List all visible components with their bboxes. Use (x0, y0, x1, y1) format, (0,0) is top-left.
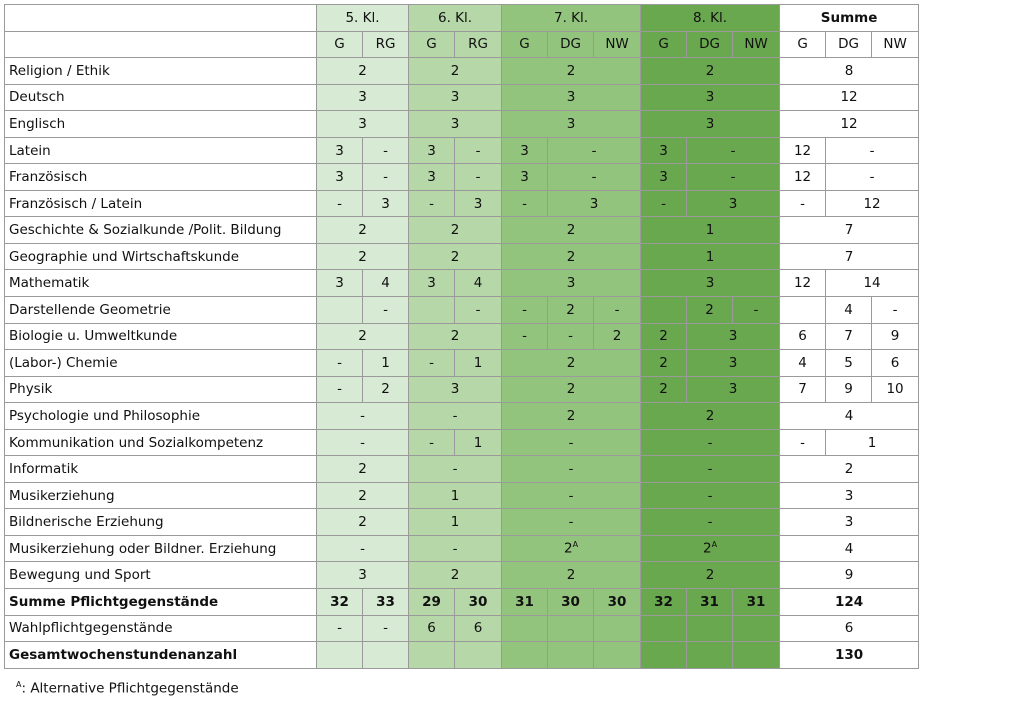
value-cell: - (641, 190, 687, 217)
timetable-body (5, 5, 919, 669)
value-cell: 2 (363, 376, 409, 403)
value-cell: 4 (780, 535, 919, 562)
value-cell: 32 (641, 589, 687, 616)
value-cell: 3 (687, 190, 780, 217)
value-cell: 3 (409, 137, 455, 164)
value-cell: - (409, 403, 502, 430)
value-cell: 12 (780, 111, 919, 138)
value-cell: 14 (826, 270, 919, 297)
value-cell: 2 (502, 58, 641, 85)
subject-cell: Biologie u. Umweltkunde (5, 323, 317, 350)
value-cell: - (317, 190, 363, 217)
value-cell: - (363, 615, 409, 642)
value-cell: 2 (687, 297, 733, 324)
subject-cell: Kommunikation und Sozialkompetenz (5, 429, 317, 456)
value-cell: 9 (780, 562, 919, 589)
value-cell: 6 (455, 615, 502, 642)
subject-cell: Englisch (5, 111, 317, 138)
table-row (5, 84, 919, 111)
value-cell (687, 615, 733, 642)
value-cell: 3 (687, 376, 780, 403)
value-cell: 3 (502, 164, 548, 191)
value-cell: 12 (780, 270, 826, 297)
value-cell: 12 (780, 164, 826, 191)
value-cell: 2 (317, 217, 409, 244)
value-cell: 130 (780, 642, 919, 669)
subject-cell: Psychologie und Philosophie (5, 403, 317, 430)
table-row (5, 270, 919, 297)
value-cell: 6 (409, 615, 455, 642)
table-row (5, 217, 919, 244)
value-cell: 1 (641, 243, 780, 270)
value-cell (502, 642, 548, 669)
value-cell: 12 (780, 137, 826, 164)
subject-cell: Darstellende Geometrie (5, 297, 317, 324)
table-row (5, 509, 919, 536)
value-cell: 3 (548, 190, 641, 217)
value-cell: 3 (317, 84, 409, 111)
value-cell: 2 (641, 403, 780, 430)
subject-cell: Französisch / Latein (5, 190, 317, 217)
value-cell: - (363, 297, 409, 324)
value-cell: - (780, 429, 826, 456)
value-cell (594, 615, 641, 642)
header-track: RG (455, 31, 502, 58)
header-track: NW (733, 31, 780, 58)
value-cell: 29 (409, 589, 455, 616)
header-track: G (409, 31, 455, 58)
value-cell: 3 (502, 84, 641, 111)
subject-cell: Religion / Ethik (5, 58, 317, 85)
table-row (5, 589, 919, 616)
header-corner (5, 5, 317, 32)
value-cell: 2 (409, 562, 502, 589)
value-cell (409, 297, 455, 324)
value-cell: 2 (317, 456, 409, 483)
value-cell: 3 (409, 111, 502, 138)
value-cell: 4 (780, 350, 826, 377)
value-cell: - (548, 164, 641, 191)
subject-cell: Musikerziehung (5, 482, 317, 509)
subject-cell: Geographie und Wirtschaftskunde (5, 243, 317, 270)
value-cell: 3 (317, 270, 363, 297)
value-cell: - (317, 403, 409, 430)
header-track: DG (826, 31, 872, 58)
subject-cell: Latein (5, 137, 317, 164)
header-track: DG (548, 31, 594, 58)
subject-cell: Bewegung und Sport (5, 562, 317, 589)
value-cell: 7 (780, 376, 826, 403)
value-cell: 2 (641, 58, 780, 85)
value-text: 2 (703, 540, 712, 557)
value-cell: - (317, 376, 363, 403)
value-cell: 3 (409, 84, 502, 111)
value-cell: - (826, 164, 919, 191)
value-cell: - (455, 164, 502, 191)
value-cell: - (455, 297, 502, 324)
value-cell: 3 (641, 270, 780, 297)
value-cell: 6 (872, 350, 919, 377)
value-cell: - (780, 190, 826, 217)
alternative-mark: A (572, 540, 579, 550)
table-row (5, 243, 919, 270)
value-cell: 3 (641, 111, 780, 138)
footnote-text: : Alternative Pflichtgegenstände (21, 680, 239, 697)
value-cell: - (641, 429, 780, 456)
value-cell: - (641, 456, 780, 483)
header-grade: Summe (780, 5, 919, 32)
value-cell: 2 (409, 243, 502, 270)
value-cell: 124 (780, 589, 919, 616)
value-cell: 3 (502, 270, 641, 297)
value-cell: 2 (317, 243, 409, 270)
value-cell: - (733, 297, 780, 324)
value-cell: 2 (317, 482, 409, 509)
value-cell: 6 (780, 615, 919, 642)
value-cell: 3 (317, 137, 363, 164)
value-cell: 1 (409, 509, 502, 536)
value-cell: 3 (641, 84, 780, 111)
value-cell (594, 642, 641, 669)
value-cell: 2 (502, 350, 641, 377)
subject-cell: Physik (5, 376, 317, 403)
header-track: NW (594, 31, 641, 58)
value-cell (409, 642, 455, 669)
value-cell: 4 (826, 297, 872, 324)
value-cell: - (502, 297, 548, 324)
value-cell: 3 (687, 350, 780, 377)
value-cell (780, 297, 826, 324)
value-cell: 2 (502, 562, 641, 589)
value-cell: - (502, 456, 641, 483)
alternative-mark: A (711, 540, 718, 550)
value-cell (687, 642, 733, 669)
header-row-grades (5, 5, 919, 32)
table-row (5, 429, 919, 456)
value-cell: 2 (317, 58, 409, 85)
subject-cell: Gesamtwochenstundenanzahl (5, 642, 317, 669)
value-cell: 31 (502, 589, 548, 616)
value-cell: 33 (363, 589, 409, 616)
subject-cell: Mathematik (5, 270, 317, 297)
value-cell: 2 (502, 403, 641, 430)
header-track: G (780, 31, 826, 58)
subject-cell: Musikerziehung oder Bildner. Erziehung (5, 535, 317, 562)
table-row (5, 190, 919, 217)
value-cell: 30 (455, 589, 502, 616)
value-cell: 3 (409, 376, 502, 403)
value-cell: 2 (641, 376, 687, 403)
table-row (5, 297, 919, 324)
table-row (5, 456, 919, 483)
value-cell: 7 (780, 243, 919, 270)
value-cell: - (502, 429, 641, 456)
value-cell (641, 535, 780, 562)
value-cell (641, 615, 687, 642)
header-track: RG (363, 31, 409, 58)
value-cell: - (548, 137, 641, 164)
value-cell (641, 297, 687, 324)
header-track: G (641, 31, 687, 58)
value-cell: - (548, 323, 594, 350)
value-cell: 1 (455, 350, 502, 377)
value-cell: 1 (641, 217, 780, 244)
subject-cell: Französisch (5, 164, 317, 191)
value-cell: 6 (780, 323, 826, 350)
value-cell: 2 (548, 297, 594, 324)
value-cell: 1 (826, 429, 919, 456)
value-cell: 8 (780, 58, 919, 85)
value-cell: - (363, 164, 409, 191)
value-cell: 32 (317, 589, 363, 616)
value-cell: - (409, 429, 455, 456)
value-cell: 1 (455, 429, 502, 456)
value-cell (733, 642, 780, 669)
value-cell: 2 (641, 562, 780, 589)
value-cell: 2 (502, 217, 641, 244)
table-row (5, 642, 919, 669)
header-track: G (502, 31, 548, 58)
value-cell: - (317, 350, 363, 377)
table-row (5, 323, 919, 350)
value-cell: 3 (455, 190, 502, 217)
value-cell: 3 (363, 190, 409, 217)
value-cell: - (363, 137, 409, 164)
header-track: NW (872, 31, 919, 58)
value-cell: 3 (641, 164, 687, 191)
table-row (5, 562, 919, 589)
table-row (5, 58, 919, 85)
value-cell: 2 (641, 350, 687, 377)
header-track: G (317, 31, 363, 58)
value-cell: - (409, 456, 502, 483)
value-text: 2 (564, 540, 573, 557)
subject-cell: (Labor-) Chemie (5, 350, 317, 377)
value-cell: 3 (687, 323, 780, 350)
value-cell: 31 (687, 589, 733, 616)
table-row (5, 482, 919, 509)
subject-cell: Bildnerische Erziehung (5, 509, 317, 536)
subject-cell: Deutsch (5, 84, 317, 111)
value-cell: 4 (363, 270, 409, 297)
value-cell: 2 (502, 376, 641, 403)
subject-cell: Geschichte & Sozialkunde /Polit. Bildung (5, 217, 317, 244)
table-row (5, 403, 919, 430)
value-cell: - (409, 190, 455, 217)
value-cell: 3 (317, 111, 409, 138)
value-cell (548, 615, 594, 642)
value-cell: 3 (317, 562, 409, 589)
value-cell: 2 (502, 243, 641, 270)
value-cell: 30 (594, 589, 641, 616)
header-grade: 6. Kl. (409, 5, 502, 32)
value-cell: - (317, 615, 363, 642)
value-cell: 10 (872, 376, 919, 403)
value-cell: 3 (780, 509, 919, 536)
header-grade: 8. Kl. (641, 5, 780, 32)
value-cell: 3 (502, 111, 641, 138)
value-cell: - (409, 350, 455, 377)
subject-cell: Informatik (5, 456, 317, 483)
table-row (5, 376, 919, 403)
value-cell: 2 (409, 217, 502, 244)
value-cell: 9 (826, 376, 872, 403)
value-cell: - (317, 429, 409, 456)
value-cell (733, 615, 780, 642)
subject-cell: Summe Pflichtgegenstände (5, 589, 317, 616)
value-cell (502, 615, 548, 642)
table-row (5, 111, 919, 138)
value-cell (317, 297, 363, 324)
value-cell: 1 (363, 350, 409, 377)
subject-cell: Wahlpflichtgegenstände (5, 615, 317, 642)
table-row (5, 164, 919, 191)
value-cell: 3 (641, 137, 687, 164)
value-cell: 5 (826, 350, 872, 377)
value-cell (317, 642, 363, 669)
value-cell: 3 (409, 164, 455, 191)
value-cell: 2 (594, 323, 641, 350)
table-row (5, 535, 919, 562)
value-cell: - (409, 535, 502, 562)
header-grade: 5. Kl. (317, 5, 409, 32)
header-track: DG (687, 31, 733, 58)
timetable (4, 4, 919, 669)
table-row (5, 350, 919, 377)
value-cell: - (594, 297, 641, 324)
value-cell: - (317, 535, 409, 562)
value-cell: - (687, 164, 780, 191)
table-row (5, 615, 919, 642)
value-cell: - (502, 190, 548, 217)
value-cell: 9 (872, 323, 919, 350)
value-cell: - (826, 137, 919, 164)
value-cell (363, 642, 409, 669)
value-cell: - (502, 323, 548, 350)
value-cell: 2 (409, 323, 502, 350)
value-cell: - (872, 297, 919, 324)
value-cell: 2 (641, 323, 687, 350)
value-cell: 2 (409, 58, 502, 85)
value-cell: 2 (317, 509, 409, 536)
value-cell (502, 535, 641, 562)
value-cell: - (641, 482, 780, 509)
header-corner-2 (5, 31, 317, 58)
value-cell (548, 642, 594, 669)
value-cell: - (455, 137, 502, 164)
value-cell: - (502, 509, 641, 536)
value-cell (455, 642, 502, 669)
footnote (16, 680, 239, 697)
value-cell: - (502, 482, 641, 509)
value-cell: 12 (780, 84, 919, 111)
value-cell: 4 (780, 403, 919, 430)
value-cell: 31 (733, 589, 780, 616)
value-cell: 4 (455, 270, 502, 297)
value-cell: 3 (780, 482, 919, 509)
value-cell (641, 642, 687, 669)
table-row (5, 137, 919, 164)
value-cell: 7 (826, 323, 872, 350)
value-cell: 7 (780, 217, 919, 244)
value-cell: 1 (409, 482, 502, 509)
value-cell: - (687, 137, 780, 164)
value-cell: - (641, 509, 780, 536)
header-grade: 7. Kl. (502, 5, 641, 32)
header-row-tracks (5, 31, 919, 58)
value-cell: 30 (548, 589, 594, 616)
footnote-mark: A (16, 680, 22, 689)
value-cell: 3 (317, 164, 363, 191)
value-cell: 3 (409, 270, 455, 297)
value-cell: 2 (780, 456, 919, 483)
value-cell: 2 (317, 323, 409, 350)
value-cell: 12 (826, 190, 919, 217)
value-cell: 3 (502, 137, 548, 164)
